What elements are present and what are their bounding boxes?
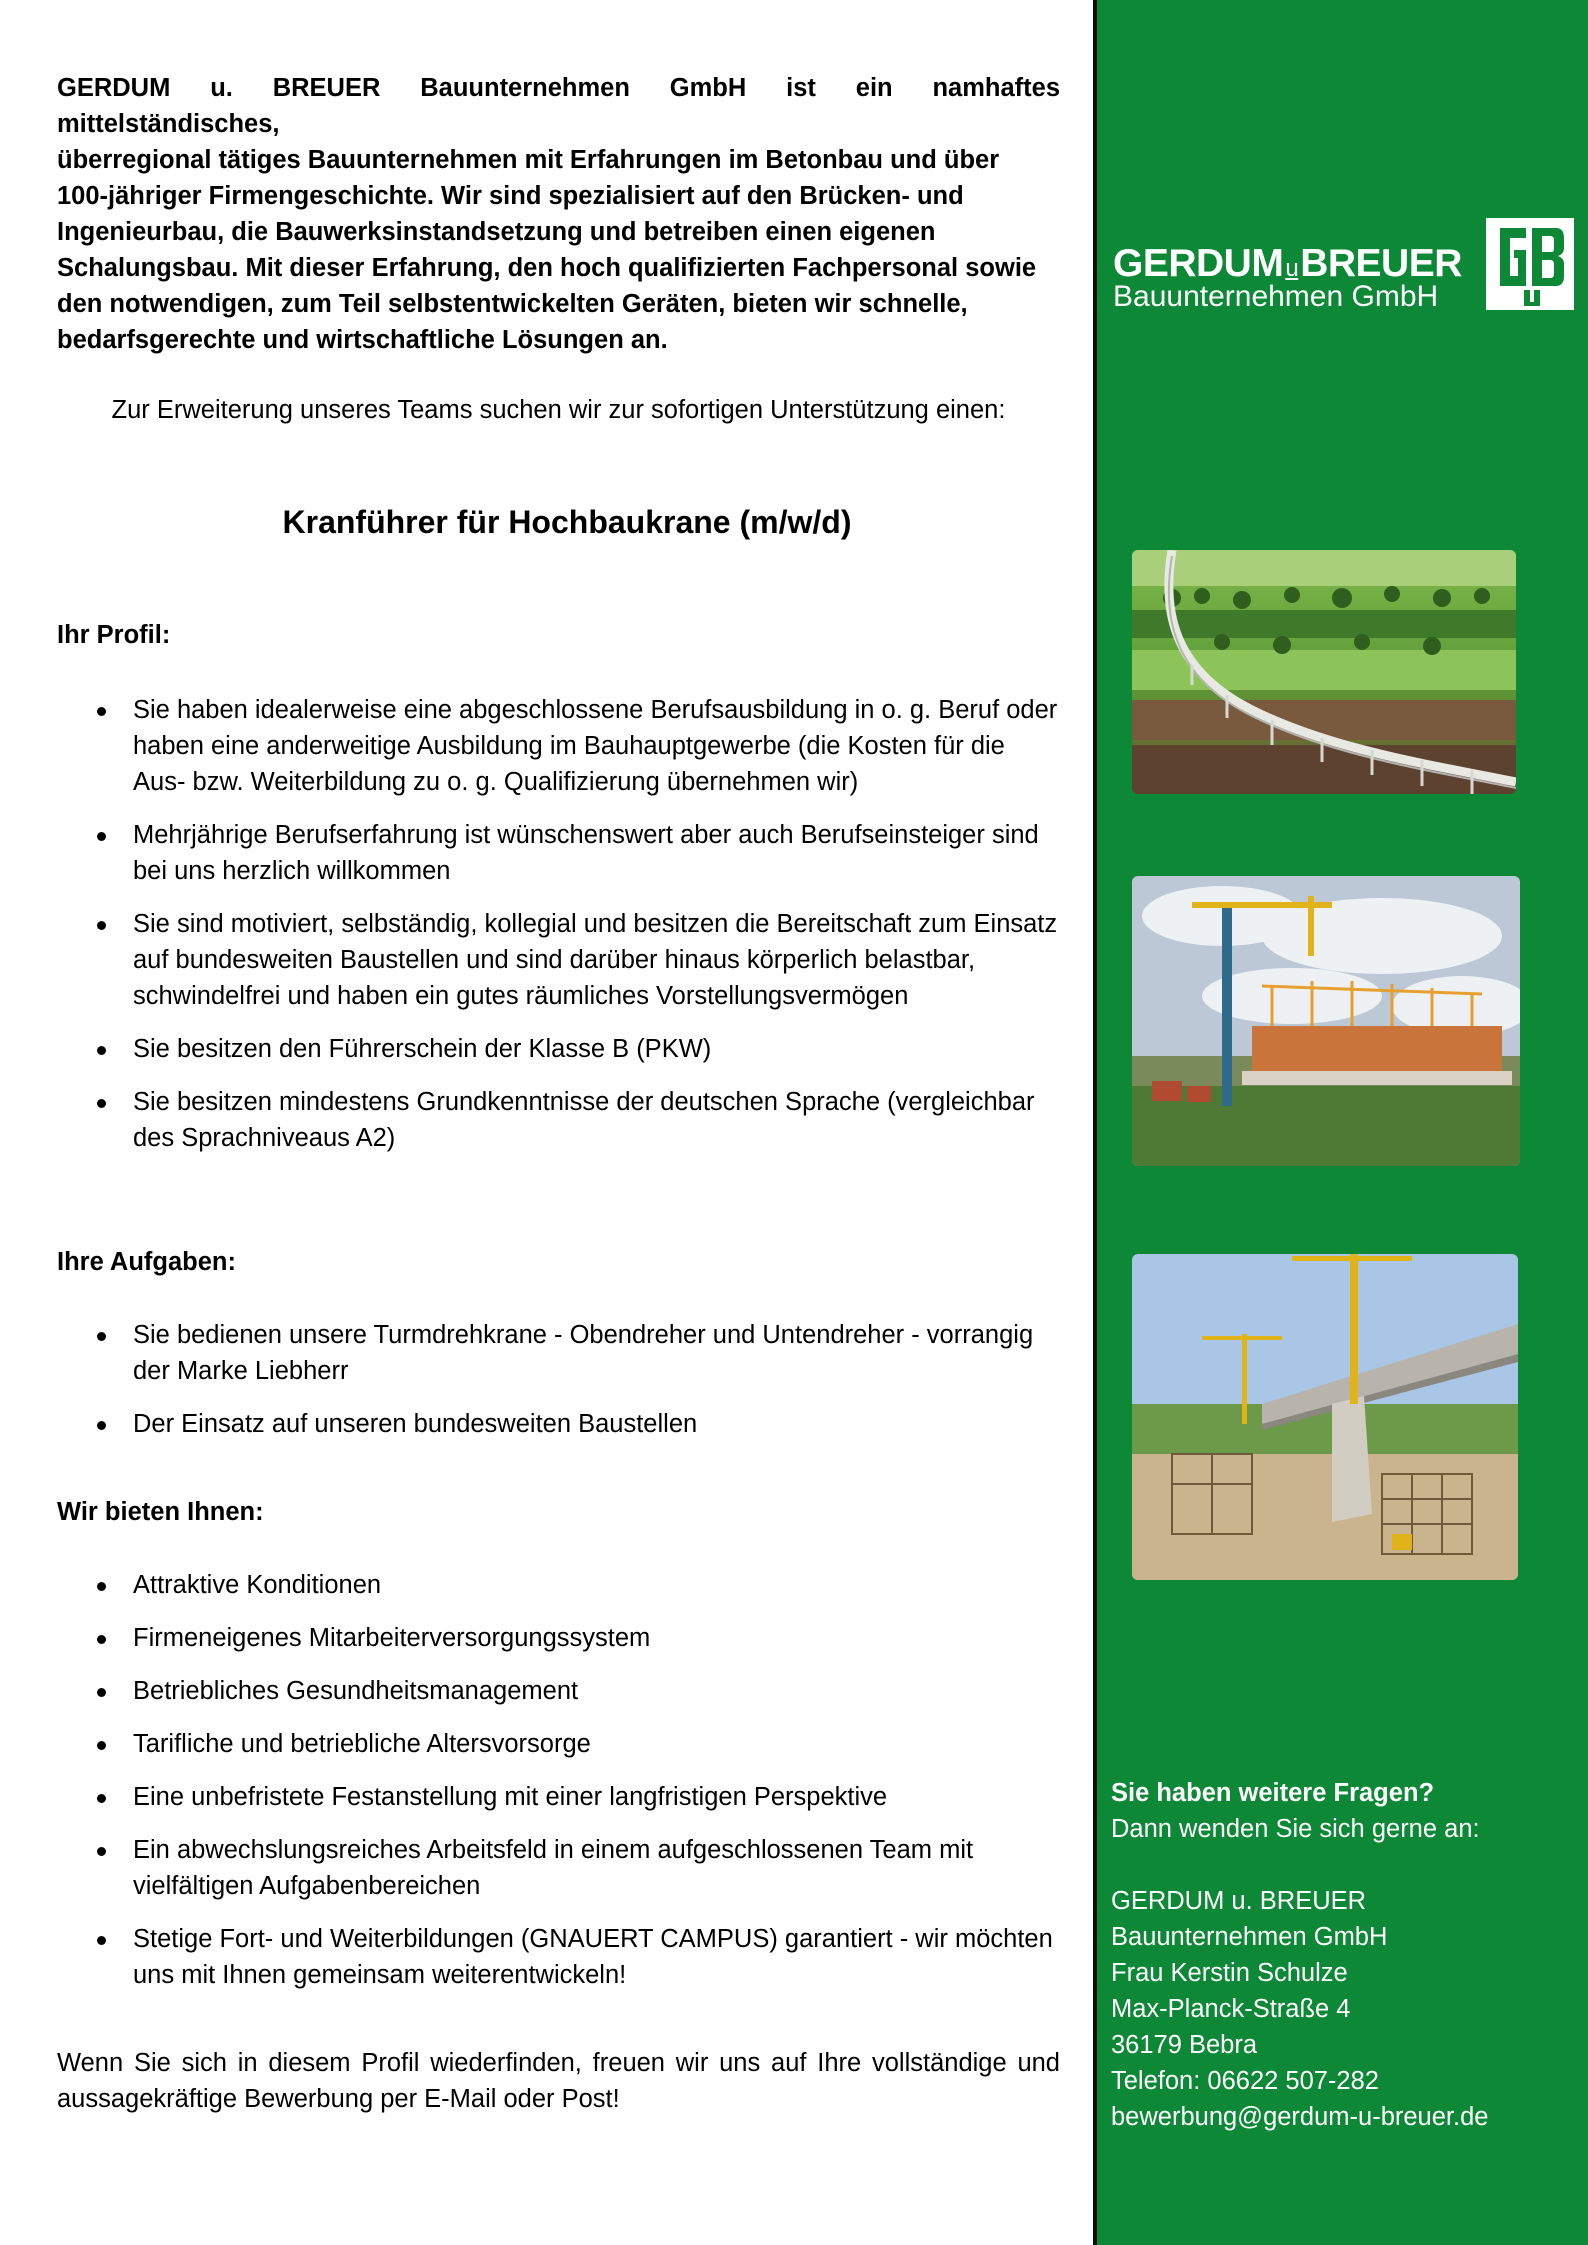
list-item (57, 1673, 1060, 1709)
bridge-photo (1132, 550, 1516, 794)
list-item (57, 906, 1060, 1014)
contact-phone: Telefon: 06622 507-282 (1111, 2067, 1379, 2095)
intro-line: den notwendigen, zum Teil selbstentwickelten Geräten, bieten wir schnelle, (57, 290, 968, 318)
contact-company-line2: Bauunternehmen GmbH (1111, 1923, 1388, 1951)
list-item-text: Sie besitzen den Führerschein der Klasse B (PKW) (133, 1035, 712, 1063)
job-ad-main (57, 0, 1060, 2245)
logo-word-mid: u (1285, 255, 1299, 282)
tasks-heading: Ihre Aufgaben: (57, 1248, 236, 1276)
viaduct-landscape-image (1132, 550, 1516, 794)
bullet-icon (97, 1582, 106, 1591)
list-item (57, 1726, 1060, 1762)
intro-line: 100-jähriger Firmengeschichte. Wir sind spezialisiert auf den Brücken- und (57, 182, 964, 210)
list-item (57, 1317, 1060, 1389)
list-item (57, 1084, 1060, 1156)
bullet-icon (97, 1794, 106, 1803)
bridge-pier-construction-image (1132, 1254, 1518, 1580)
contact-company-line1: GERDUM u. BREUER (1111, 1887, 1367, 1915)
logo-mark-icon (1486, 218, 1574, 310)
list-item (57, 1031, 1060, 1067)
logo-subtitle: Bauunternehmen GmbH (1113, 280, 1439, 313)
closing-text: Wenn Sie sich in diesem Profil wiederfinden, freuen wir uns auf Ihre vollständige und aussagekräftige Bewerbung per E-Mail oder Post! (57, 2049, 1060, 2113)
intro-line: Ingenieurbau, die Bauwerksinstandsetzung und betreiben einen eigenen (57, 218, 936, 246)
contact-street: Max-Planck-Straße 4 (1111, 1995, 1351, 2023)
list-item (57, 692, 1060, 800)
list-item (57, 1406, 1060, 1442)
contact-email[interactable]: bewerbung@gerdum-u-breuer.de (1111, 2103, 1489, 2131)
bullet-icon (97, 1099, 106, 1108)
list-item (57, 1620, 1060, 1656)
bullet-icon (97, 1635, 106, 1644)
offer-list (57, 1567, 1060, 2010)
list-item-text: Sie haben idealerweise eine abgeschlossene Berufsausbildung in o. g. Beruf oder haben eine anderweitige Ausbildung im Bauhauptgewerbe (die Kosten für die Aus- bzw. Weiterbildung zu o. g. Qualifizierung übernehmen wir) (133, 696, 1058, 796)
contact-prompt: Dann wenden Sie sich gerne an: (1111, 1815, 1480, 1843)
intro-line: GERDUM u. BREUER Bauunternehmen GmbH ist ein namhaftes mittelständisches, (57, 74, 1060, 138)
contact-city: 36179 Bebra (1111, 2031, 1258, 2059)
list-item (57, 1832, 1060, 1904)
list-item-text: Der Einsatz auf unseren bundesweiten Baustellen (133, 1410, 698, 1438)
list-item-text: Firmeneigenes Mitarbeiterversorgungssystem (133, 1624, 651, 1652)
bullet-icon (97, 1847, 106, 1856)
bullet-icon (97, 921, 106, 930)
intro-line: bedarfsgerechte und wirtschaftliche Lösungen an. (57, 326, 668, 354)
tasks-list (57, 1317, 1060, 1459)
list-item-text: Stetige Fort- und Weiterbildungen (GNAUERT CAMPUS) garantiert - wir möchten uns mit Ihnen gemeinsam weiterentwickeln! (133, 1925, 1053, 1989)
company-logo (1105, 218, 1575, 318)
offer-heading: Wir bieten Ihnen: (57, 1498, 264, 1526)
green-sidebar (1097, 0, 1588, 2245)
intro-line: überregional tätiges Bauunternehmen mit Erfahrungen im Betonbau und über (57, 146, 1000, 174)
list-item-text: Betriebliches Gesundheitsmanagement (133, 1677, 579, 1705)
list-item-text: Sie sind motiviert, selbständig, kollegial und besitzen die Bereitschaft zum Einsatz auf bundesweiten Baustellen und sind darüber hinaus körperlich belastbar, schwindelfrei und haben ein gutes räumliches Vorstellungsvermögen (133, 910, 1058, 1010)
list-item (57, 1567, 1060, 1603)
profile-list (57, 692, 1060, 1173)
logo-word-right: BREUER (1300, 242, 1462, 285)
job-title: Kranführer für Hochbaukrane (m/w/d) (282, 504, 852, 540)
contact-question: Sie haben weitere Fragen? (1111, 1779, 1435, 1807)
list-item-text: Sie besitzen mindestens Grundkenntnisse der deutschen Sprache (vergleichbar des Sprachniveaus A2) (133, 1088, 1035, 1152)
bullet-icon (97, 1688, 106, 1697)
company-intro (57, 70, 1060, 358)
bullet-icon (97, 1421, 106, 1430)
crane-construction-photo (1132, 876, 1520, 1166)
list-item-text: Eine unbefristete Festanstellung mit einer langfristigen Perspektive (133, 1783, 888, 1811)
tower-crane-image (1132, 876, 1520, 1166)
bullet-icon (97, 1332, 106, 1341)
list-item (57, 1779, 1060, 1815)
list-item-text: Attraktive Konditionen (133, 1571, 382, 1599)
list-item-text: Ein abwechslungsreiches Arbeitsfeld in einem aufgeschlossenen Team mit vielfältigen Aufgabenbereichen (133, 1836, 974, 1900)
list-item-text: Mehrjährige Berufserfahrung ist wünschenswert aber auch Berufseinsteiger sind bei uns herzlich willkommen (133, 821, 1039, 885)
bullet-icon (97, 1046, 106, 1055)
intro-line: Schalungsbau. Mit dieser Erfahrung, den hoch qualifizierten Fachpersonal sowie (57, 254, 1037, 282)
list-item (57, 1921, 1060, 1993)
bullet-icon (97, 1936, 106, 1945)
logo-word-left: GERDUM (1113, 242, 1284, 285)
bullet-icon (97, 707, 106, 716)
gb-monogram-icon (1486, 218, 1574, 310)
bullet-icon (97, 832, 106, 841)
list-item (57, 817, 1060, 889)
list-item-text: Sie bedienen unsere Turmdrehkrane - Obendreher und Untendreher - vorrangig der Marke Liebherr (133, 1321, 1034, 1385)
highway-bridge-photo (1132, 1254, 1518, 1580)
bullet-icon (97, 1741, 106, 1750)
contact-box (1111, 1775, 1571, 2135)
contact-person: Frau Kerstin Schulze (1111, 1959, 1348, 1987)
lead-text: Zur Erweiterung unseres Teams suchen wir zur sofortigen Unterstützung einen: (111, 396, 1006, 424)
list-item-text: Tarifliche und betriebliche Altersvorsorge (133, 1730, 591, 1758)
profile-heading: Ihr Profil: (57, 621, 171, 649)
